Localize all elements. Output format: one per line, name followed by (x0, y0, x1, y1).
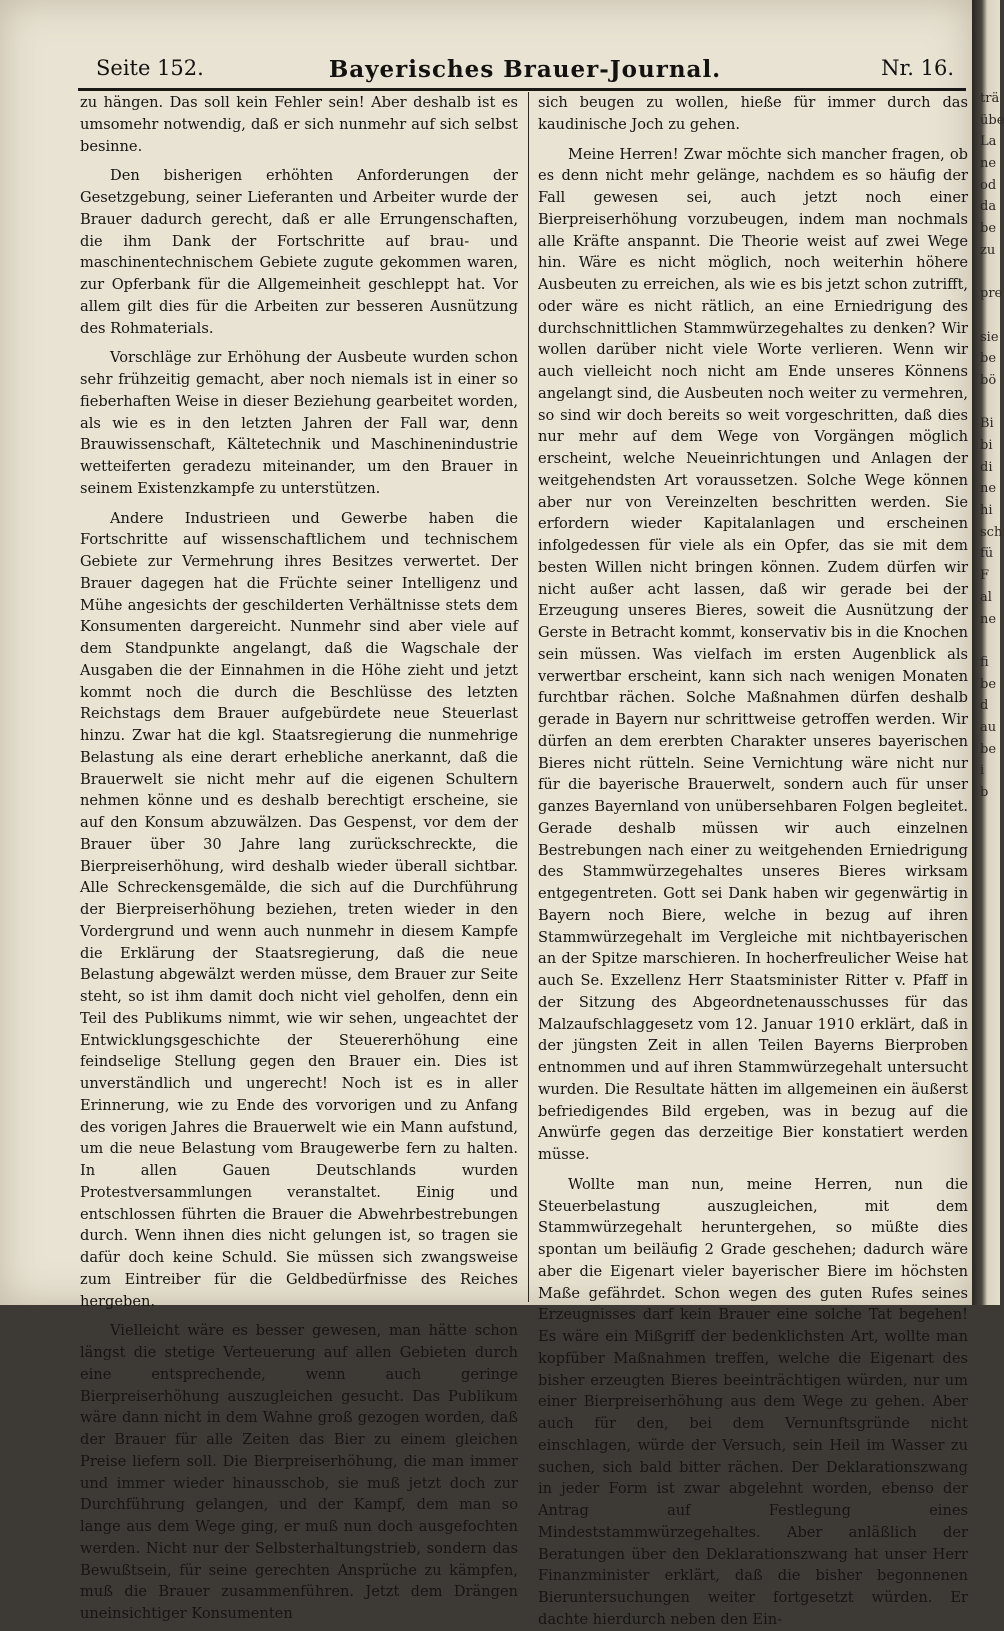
edge-fragment: sie (980, 329, 999, 345)
edge-fragment (980, 1194, 1000, 1216)
issue-number: Nr. 16. (881, 56, 954, 80)
edge-fragment (980, 1064, 1000, 1086)
page-number: Seite 152. (96, 56, 204, 80)
edge-fragment: od (980, 177, 997, 193)
paragraph: Vielleicht wäre es besser gewesen, man hätte schon längst die stetige Verteuerung auf allen Gebieten durch eine entsprechende, wenn auch geringe Bierpreiserhöhung auszugleichen gesucht. Das Publikum wäre dann nicht in dem Wahne groß gezogen worden, daß der Brauer für alle Zeiten das Bier zu einem gleichen Preise liefern soll. Die Bierpreiserhöhung, die man immer und immer wieder hinausschob, sie muß jetzt doch zur Durchführung gelangen, und der Kampf, dem man so lange aus dem Wege ging, er muß nun doch ausgefochten werden. Nicht nur der Selbsterhaltungstrieb, sondern das Bewußtsein, für seine gerechten Ansprüche zu kämpfen, muß die Brauer zusammenführen. Jetzt dem Drängen uneinsichtiger Konsumenten (80, 1322, 518, 1622)
edge-fragment: trä (980, 91, 1000, 106)
paragraph: Andere Industrieen und Gewerbe haben die Fortschritte auf wissenschaftlichem und technischem Gebiete zur Vermehrung ihres Besitzes verwertet. Der Brauer dagegen hat die Früchte seiner Intelligenz und Mühe angesichts der geschilderten Verhältnisse stets dem Konsumenten dargereicht. Nunmehr sind aber viele auf dem Standpunkte angelangt, daß die Wagschale der Ausgaben die der Einnahmen in die Höhe zieht und jetzt kommt noch die durch die Beschlüsse des letzten Reichstags dem Brauer aufgebürdete neue Steuerlast hinzu. Zwar hat die kgl. Staatsregierung die nunmehrige Belastung als eine derart erhebliche anerkannt, daß die Brauerwelt sie nicht mehr auf die eigenen Schultern nehmen könne und es deshalb berechtigt erscheine, sie auf den Konsum abzuwälzen. Das Gespenst, vor dem der Brauer über 30 Jahre lang zurückschreckte, die Bierpreiserhöhung, wird deshalb wieder überall sichtbar. Alle Schreckensgemälde, die sich auf die Durchführung der Bierpreiserhöhung beziehen, treten wieder in den Vordergrund und wenn auch nunmehr in diesem Kampfe die Erklärung der Staatsregierung, daß die neue Belastung abgewälzt werden müsse, dem Brauer zur Seite steht, so ist ihm damit doch nicht viel geholfen, denn ein Teil des Publikums nimmt, wie wir sehen, ungeachtet der Entwicklungsgeschichte der Steuererhöhung eine feindselige Stellung gegen den Brauer ein. Dies ist unverständlich und ungerecht! Noch ist es in aller Erinnerung, wie zu Ende des vorvorigen und zu Anfang des vorigen Jahres die Brauerwelt wie ein Mann aufstund, um die neue Belastung vom Braugewerbe fern zu halten. In allen Gauen Deutschlands wurden Protestversammlungen veranstaltet. Einig und entschlossen führten die Brauer die Abwehrbestrebungen durch. Wenn ihnen dies nicht gelungen ist, so tragen sie dafür doch keine Schuld. Sie müssen sich zwangsweise zum Eintreiber für die Geldbedürfnisse des Reiches hergeben. (80, 509, 518, 1310)
edge-fragment: di (980, 459, 993, 475)
page-header (92, 52, 958, 92)
edge-fragment (980, 847, 1000, 869)
edge-fragment: pre (980, 286, 1003, 302)
edge-fragment (980, 630, 1000, 652)
edge-fragment: fi (980, 654, 989, 670)
edge-fragment (980, 890, 1000, 912)
edge-fragment: da (980, 199, 997, 215)
edge-fragment (980, 1042, 1000, 1064)
edge-fragment: be (980, 221, 997, 237)
left-column (80, 92, 518, 1622)
edge-fragment: ne (980, 611, 997, 627)
header-rule (78, 88, 966, 91)
edge-fragment (980, 1216, 1000, 1238)
edge-fragment (980, 956, 1000, 978)
edge-fragment: ne (980, 156, 997, 172)
edge-fragment: zu (980, 242, 996, 258)
paragraph: Meine Herren! Zwar möchte sich mancher fragen, ob es denn nicht mehr gelänge, nachdem es so häufig der Fall gewesen sei, auch jetzt noch einer Bierpreiserhöhung vorzubeugen, indem man nochmals alle Kräfte anspannt. Die Theorie weist auf zwei Wege hin. Wäre es nicht möglich, noch weiterhin höhere Ausbeuten zu erreichen, als wie es bis jetzt schon zutrifft, oder wäre es nicht rätlich, an eine Erniedrigung des durchschnittlichen Stammwürzegehaltes zu denken? Wir wollen darüber nicht viele Worte verlieren. Wenn wir auch vielleicht noch nicht am Ende unseres Könnens angelangt sind, die Ausbeuten noch weiter zu vermehren, so sind wir doch bereits so weit vorgeschritten, daß dies nur mehr auf dem Wege von Vorgängen möglich erscheint, welche Neueinrichtungen und Anlagen der weitgehendsten Art voraussetzen. Solche Wege können aber nur von Vereinzelten beschritten werden. Sie erfordern wieder Kapitalanlagen und erscheinen infolgedessen für viele als ein Opfer, das sie mit dem besten Willen nicht bringen können. Zudem dürfen wir nicht außer acht lassen, daß wir gerade bei der Erzeugung unseres Bieres, soweit die Ausnützung der Gerste in Betracht kommt, konservativ bis in die Knochen sein müssen. Was vielfach im ersten Augenblick als verwertbar erscheint, kann sich nach wenigen Monaten furchtbar rächen. Solche Maßnahmen dürfen deshalb gerade in Bayern nur schrittweise getroffen werden. Wir dürfen an dem ererbten Charakter unseres bayerischen Bieres nicht rütteln. Seine Vernichtung wäre nicht nur für die bayerische Brauerwelt, sondern auch für unser ganzes Bayernland von unübersehbaren Folgen begleitet. Gerade deshalb müssen wir auch einzelnen Bestrebungen nach einer zu weitgehenden Erniedrigung des Stammwürzegehaltes unseres Bieres wirksam entgegentreten. Gott sei Dank haben wir gegenwärtig in Bayern noch Biere, welche in bezug auf ihren Stammwürzegehalt im Vergleiche mit nichtbayerischen an der Spitze marschieren. In hocherfreulicher Weise hat auch Se. Exzellenz Herr Staatsminister Ritter v. Pfaff in der Sitzung des Abgeordnetenausschusses für das Malzaufschlaggesetz vom 12. Januar 1910 erklärt, daß in der jüngsten Zeit in allen Teilen Bayerns Bierproben entnommen und auf ihren Stammwürzegehalt untersucht wurden. Die Resultate hätten im allgemeinen ein äußerst befriedigendes Bild ergeben, was in bezug auf die Anwürfe gegen das derzeitige Bier konstatiert werden müsse. (538, 145, 968, 1163)
edge-fragment (980, 1107, 1000, 1129)
edge-fragment (980, 804, 1000, 826)
paragraph: sich beugen zu wollen, hieße für immer durch das kaudinische Joch zu gehen. (538, 94, 968, 133)
paragraph: Den bisherigen erhöhten Anforderungen der Gesetzgebung, seiner Lieferanten und Arbeiter wurde der Brauer dadurch gerecht, daß er alle Errungenschaften, die ihm Dank der Fortschritte auf brau- und maschinentechnischem Gebiete zugute gekommen waren, zur Opferbank für die Allgemeinheit geschleppt hat. Vor allem gilt dies für die Arbeiten zur besseren Ausnützung des Rohmaterials. (80, 167, 518, 337)
edge-fragment (980, 392, 1000, 414)
edge-fragment (980, 1172, 1000, 1194)
edge-fragment (980, 934, 1000, 956)
edge-fragment: i (980, 763, 985, 779)
edge-fragment: fü (980, 546, 994, 562)
edge-fragment (980, 1129, 1000, 1151)
edge-fragment (980, 1151, 1000, 1173)
edge-fragment: La (980, 134, 997, 150)
edge-fragment: hi (980, 503, 993, 519)
paragraph: Wollte man nun, meine Herren, nun die Steuerbelastung auszugleichen, mit dem Stammwürzegehalt heruntergehen, so müßte dies spontan um beiläufig 2 Grade geschehen; dadurch wäre aber die Eigenart vieler bayerischer Biere im höchsten Maße gefährdet. Schon wegen des guten Rufes seines Erzeugnisses darf kein Brauer eine solche Tat begehen! Es wäre ein Mißgriff der bedenklichsten Art, wollte man kopfüber Maßnahmen treffen, welche die Eigenart des bisher erzeugten Bieres beeinträchtigen würden, nur um einer Bierpreiserhöhung aus dem Wege zu gehen. Aber auch für den, bei dem Vernunftsgründe nicht einschlagen, würde der Versuch, sein Heil im Wasser zu suchen, sich bald bitter rächen. Der Deklarationszwang in jeder Form ist zwar abgelehnt worden, ebenso der Antrag auf Festlegung eines Mindeststammwürzegehaltes. Aber anläßlich der Beratungen über den Deklarationszwang hat unser Herr Finanzminister erklärt, daß die bisher begonnenen Bieruntersuchungen weiter fortgesetzt würden. Er dachte hierdurch neben den Ein- (538, 1175, 968, 1628)
edge-fragment (980, 912, 1000, 934)
edge-fragment (980, 1021, 1000, 1043)
edge-fragment: sch (980, 524, 1003, 540)
edge-fragment (980, 1086, 1000, 1108)
column-divider (528, 92, 529, 1302)
edge-fragment (980, 825, 1000, 847)
paragraph: Vorschläge zur Erhöhung der Ausbeute wurden schon sehr frühzeitig gemacht, aber noch niemals ist in einer so fieberhaften Weise in dieser Beziehung gearbeitet worden, als wie es in den letzten Jahren der Fall war, denn Brauwissenschaft, Kältetechnik und Maschinenindustrie wetteiferten geradezu miteinander, um den Brauer in seinem Existenzkampfe zu unterstützen. (80, 349, 518, 497)
edge-fragment: bö (980, 372, 997, 388)
edge-fragment: F (980, 568, 990, 584)
edge-fragment (980, 977, 1000, 999)
edge-fragment: übe (980, 112, 1004, 128)
edge-fragment (980, 999, 1000, 1021)
edge-fragment (980, 869, 1000, 891)
right-column (538, 92, 968, 1628)
edge-fragment: al (980, 589, 992, 605)
edge-fragment: ne (980, 481, 997, 497)
edge-fragment (980, 305, 1000, 327)
adjacent-page-text (980, 88, 1004, 1288)
edge-fragment: b (980, 785, 989, 800)
edge-fragment: be (980, 741, 997, 757)
edge-fragment (980, 262, 1000, 284)
edge-fragment: d (980, 698, 989, 714)
edge-fragment: bi (980, 438, 993, 453)
edge-fragment: be (980, 351, 997, 367)
edge-fragment: be (980, 676, 997, 692)
edge-fragment: Bi (980, 416, 994, 432)
edge-fragment: au (980, 719, 997, 735)
paragraph: zu hängen. Das soll kein Fehler sein! Aber deshalb ist es umsomehr notwendig, daß er sich nunmehr auf sich selbst besinne. (80, 94, 518, 155)
journal-title: Bayerisches Brauer-Journal. (328, 56, 722, 83)
